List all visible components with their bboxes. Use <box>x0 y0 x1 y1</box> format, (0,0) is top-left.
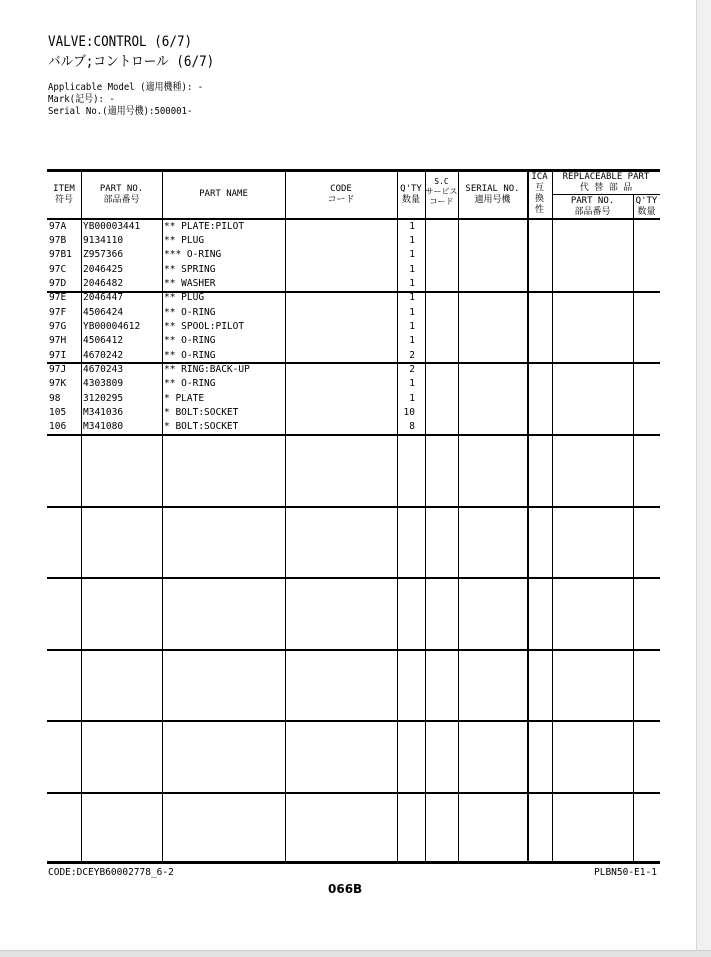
row-part-no: YB00004612 <box>83 321 141 332</box>
row-qty: 1 <box>409 292 415 303</box>
row-item: 98 <box>49 393 61 404</box>
col-divider <box>425 171 426 863</box>
footer-code: CODE:DCEYB60002778_6-2 <box>48 867 174 878</box>
row-item: 97I <box>49 350 67 361</box>
header-serial: SERIAL NO. 適用号機 <box>465 184 520 205</box>
row-qty: 8 <box>409 421 415 432</box>
row-part-name: ** PLUG <box>164 235 205 246</box>
row-item: 106 <box>49 421 67 432</box>
serial-number: Serial No.(適用号機):500001- <box>48 106 193 117</box>
row-qty: 1 <box>409 321 415 332</box>
group-separator <box>47 506 660 508</box>
header-replaceable-part: REPLACEABLE PART 代 替 部 品 <box>562 172 650 193</box>
row-item: 97E <box>49 292 67 303</box>
row-qty: 1 <box>409 307 415 318</box>
parts-table <box>47 169 660 864</box>
row-part-no: 4303809 <box>83 378 124 389</box>
row-part-no: 9134110 <box>83 235 124 246</box>
row-item: 97D <box>49 278 67 289</box>
mark: Mark(記号): - <box>48 94 115 105</box>
row-item: 97H <box>49 335 67 346</box>
row-part-no: 3120295 <box>83 393 124 404</box>
header-part-no: PART NO. 部品番号 <box>99 184 144 205</box>
row-part-name: ** PLATE:PILOT <box>164 221 245 232</box>
row-part-no: 4670243 <box>83 364 124 375</box>
header-rep-part-no: PART NO. 部品番号 <box>570 196 615 217</box>
row-qty: 1 <box>409 378 415 389</box>
row-part-no: 4670242 <box>83 350 124 361</box>
group-separator <box>47 291 660 293</box>
row-qty: 10 <box>403 407 415 418</box>
row-part-no: M341036 <box>83 407 124 418</box>
col-divider <box>81 171 82 863</box>
row-part-no: Z957366 <box>83 249 124 260</box>
group-separator <box>47 577 660 579</box>
row-item: 97F <box>49 307 67 318</box>
row-part-no: 2046482 <box>83 278 124 289</box>
col-divider <box>633 194 634 863</box>
row-qty: 1 <box>409 278 415 289</box>
row-item: 97B1 <box>49 249 72 260</box>
row-part-name: ** SPOOL:PILOT <box>164 321 245 332</box>
header-part-name: PART NAME <box>199 189 248 199</box>
header-bottom-line <box>47 218 660 220</box>
row-part-name: * BOLT:SOCKET <box>164 407 239 418</box>
row-item: 97B <box>49 235 67 246</box>
row-qty: 1 <box>409 235 415 246</box>
row-item: 97K <box>49 378 67 389</box>
replaceable-subheader-line <box>552 194 660 195</box>
row-item: 105 <box>49 407 67 418</box>
group-separator <box>47 649 660 651</box>
group-separator <box>47 434 660 436</box>
col-divider <box>552 171 553 863</box>
group-separator <box>47 792 660 794</box>
row-item: 97C <box>49 264 67 275</box>
group-separator <box>47 362 660 364</box>
title-japanese: バルブ;コントロール (6/7) <box>48 54 215 70</box>
col-divider <box>162 171 163 863</box>
title-english: VALVE:CONTROL (6/7) <box>48 34 193 50</box>
row-qty: 2 <box>409 364 415 375</box>
row-qty: 1 <box>409 264 415 275</box>
scrollbar-track[interactable] <box>696 0 711 950</box>
row-part-no: 4506424 <box>83 307 124 318</box>
row-part-name: ** O-RING <box>164 335 216 346</box>
header-qty: Q'TY 数量 <box>400 184 422 205</box>
group-separator <box>47 720 660 722</box>
row-part-name: ** RING:BACK-UP <box>164 364 250 375</box>
header-rep-qty: Q'TY 数量 <box>635 196 658 217</box>
row-qty: 1 <box>409 393 415 404</box>
row-part-name: * BOLT:SOCKET <box>164 421 239 432</box>
header-service-code: S.C サービス コード <box>425 177 458 206</box>
row-part-name: ** WASHER <box>164 278 216 289</box>
header-ica: ICA 互 換 性 <box>531 172 548 215</box>
row-item: 97A <box>49 221 67 232</box>
row-qty: 1 <box>409 221 415 232</box>
col-divider <box>285 171 286 863</box>
header-item: ITEM 符号 <box>53 184 75 205</box>
row-part-name: * PLATE <box>164 393 205 404</box>
row-part-name: ** O-RING <box>164 378 216 389</box>
col-divider <box>458 171 459 863</box>
row-part-no: 4506412 <box>83 335 124 346</box>
row-qty: 1 <box>409 249 415 260</box>
header-code: CODE コード <box>327 184 355 205</box>
row-part-name: ** PLUG <box>164 292 205 303</box>
footer-reference: PLBN50-E1-1 <box>594 867 657 878</box>
row-item: 97G <box>49 321 67 332</box>
row-part-no: 2046425 <box>83 264 124 275</box>
row-item: 97J <box>49 364 67 375</box>
row-qty: 2 <box>409 350 415 361</box>
row-qty: 1 <box>409 335 415 346</box>
page-number: 066B <box>328 882 363 896</box>
row-part-name: ** O-RING <box>164 350 216 361</box>
row-part-no: YB00003441 <box>83 221 141 232</box>
row-part-no: M341080 <box>83 421 124 432</box>
row-part-name: ** SPRING <box>164 264 216 275</box>
row-part-name: ** O-RING <box>164 307 216 318</box>
applicable-model: Applicable Model (適用機種): - <box>48 82 204 93</box>
row-part-name: *** O-RING <box>164 249 222 260</box>
col-divider <box>527 171 529 863</box>
row-part-no: 2046447 <box>83 292 124 303</box>
